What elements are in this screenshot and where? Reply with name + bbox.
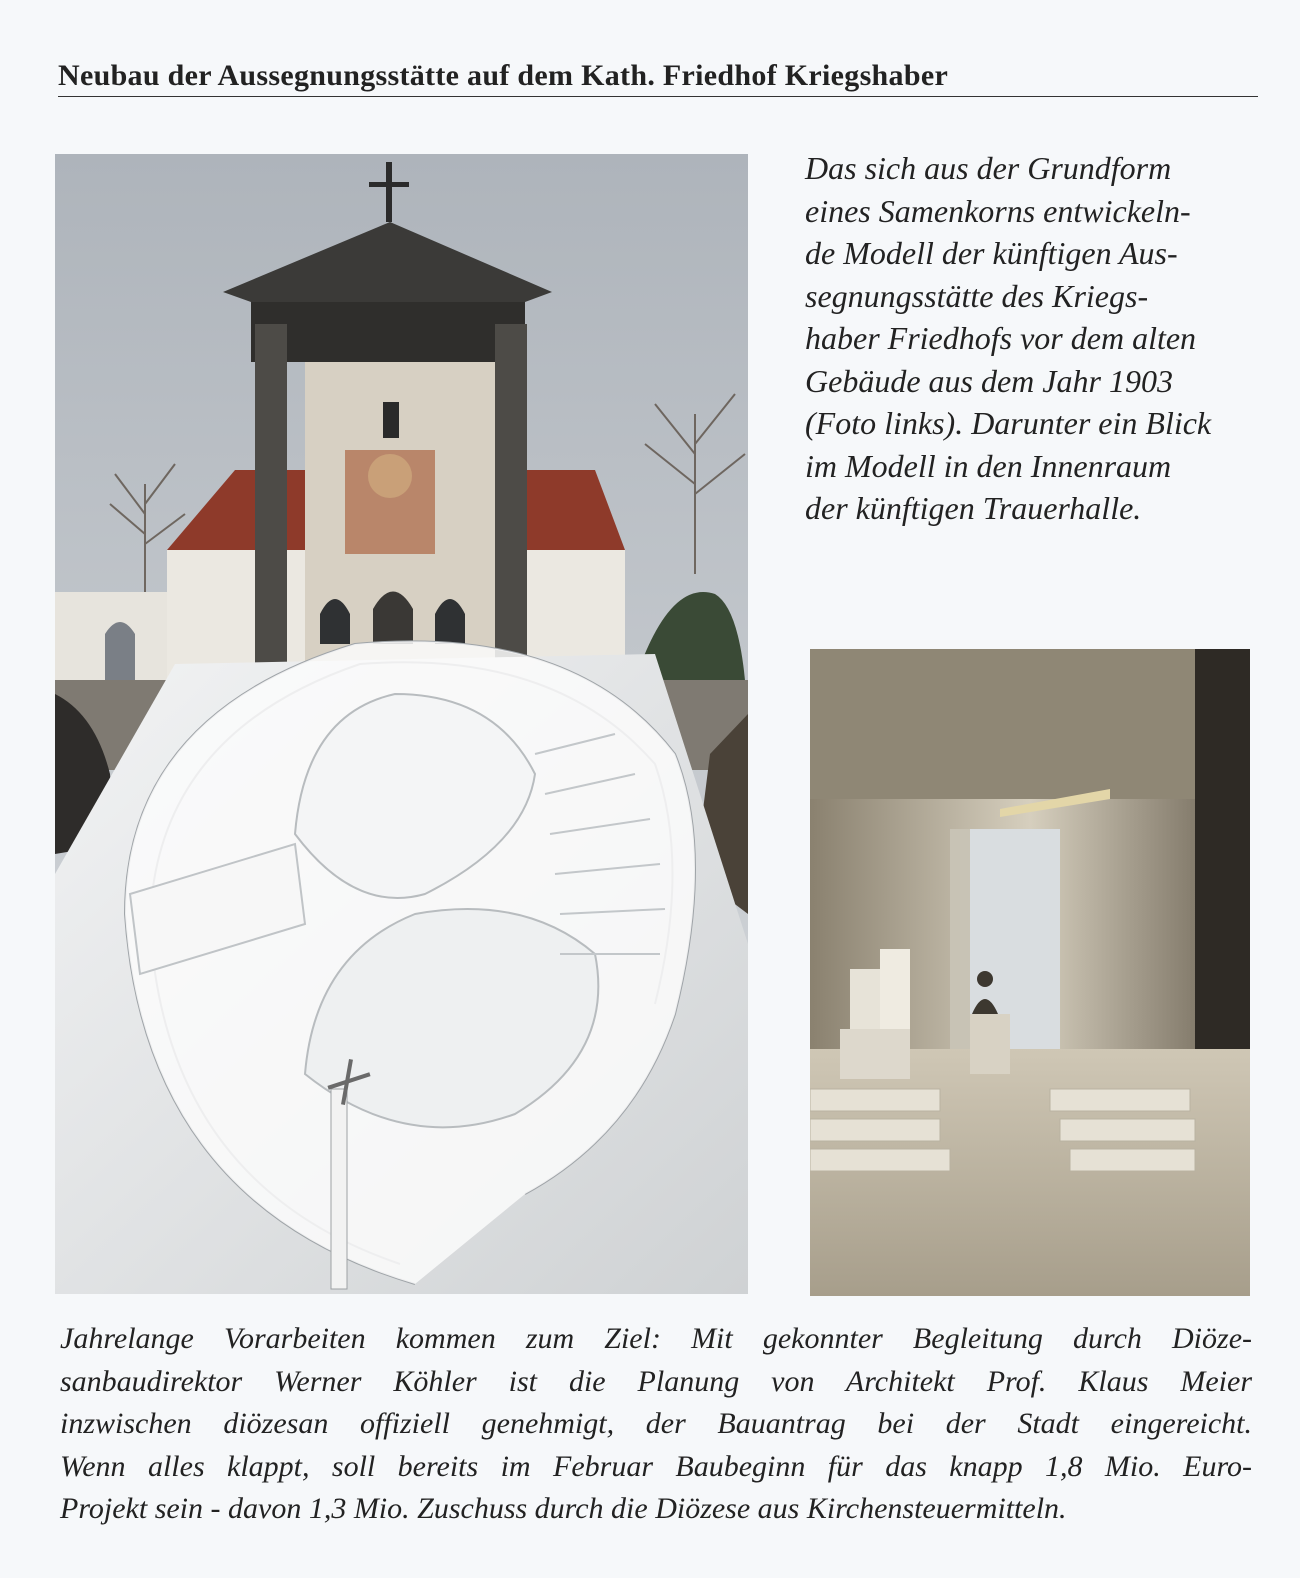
caption-line: der künftigen Trauerhalle. <box>805 490 1142 526</box>
caption-line: segnungsstätte des Kriegs- <box>805 277 1149 314</box>
side-caption <box>805 147 1265 530</box>
bottom-caption <box>60 1318 1252 1531</box>
model-interior-photo <box>810 649 1250 1296</box>
caption-line: haber Friedhofs vor dem alten <box>805 320 1197 356</box>
chapel-model-photo <box>55 154 748 1294</box>
caption-line: sanbaudirektor Werner Köhler ist die Planung von Architekt Prof. Klaus Meier <box>60 1364 1252 1398</box>
caption-line: inzwischen diözesan offiziell genehmigt, der Bauantrag bei der Stadt eingereicht. <box>60 1407 1252 1440</box>
caption-line: Gebäude aus dem Jahr 1903 <box>805 362 1173 399</box>
page-title: Neubau der Aussegnungsstätte auf dem Kath. Friedhof Kriegshaber <box>58 58 1258 97</box>
caption-line: eines Samenkorns entwickeln- <box>805 192 1191 229</box>
caption-line: im Modell in den Innenraum <box>805 447 1172 484</box>
caption-line: Jahrelange Vorarbeiten kommen zum Ziel: Mit gekonnter Begleitung durch Diöze- <box>60 1322 1252 1355</box>
caption-line: Das sich aus der Grundform <box>805 150 1172 186</box>
caption-line: (Foto links). Darunter ein Blick <box>805 405 1212 441</box>
caption-line: Wenn alles klappt, soll bereits im Februar Baubeginn für das knapp 1,8 Mio. Euro- <box>60 1449 1252 1483</box>
caption-line: de Modell der künftigen Aus- <box>805 235 1178 271</box>
caption-line: Projekt sein - davon 1,3 Mio. Zuschuss durch die Diözese aus Kirchensteuermitteln. <box>60 1492 1067 1525</box>
